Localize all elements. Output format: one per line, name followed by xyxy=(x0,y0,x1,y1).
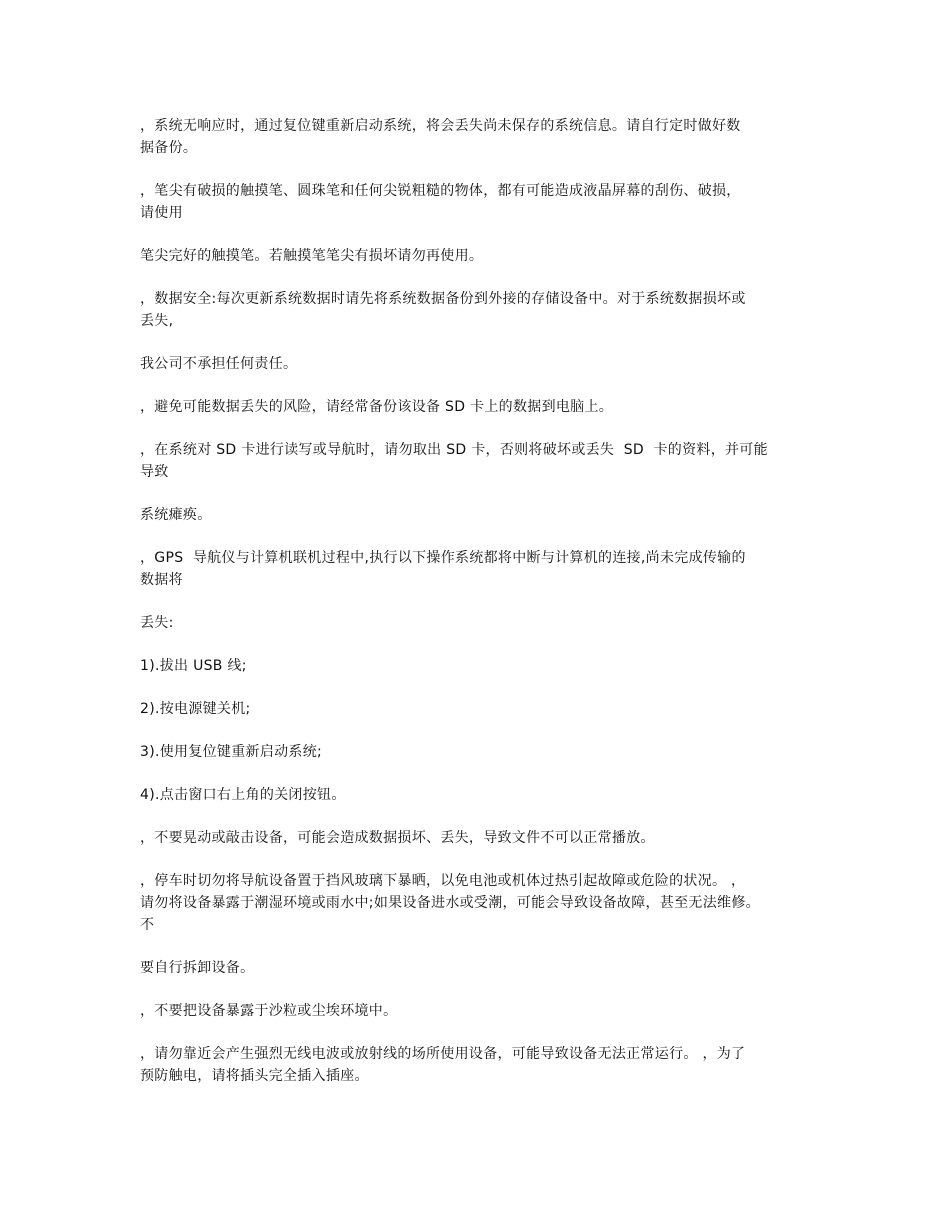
paragraph: ，请勿靠近会产生强烈无线电波或放射线的场所使用设备，可能导致设备无法正常运行。 ，为了 预防触电，请将插头完全插入插座。 xyxy=(140,1046,746,1084)
paragraph: ，不要把设备暴露于沙粒或尘埃环境中。 xyxy=(140,1003,398,1019)
paragraph: ，不要晃动或敲击设备，可能会造成数据损坏、丢失，导致文件不可以正常播放。 xyxy=(140,830,655,846)
paragraph: ，停车时切勿将导航设备置于挡风玻璃下暴晒，以免电池或机体过热引起故障或危险的状况。 ， 请勿将设备暴露于潮湿环境或雨水中;如果设备进水或受潮，可能会导致设备故障，甚至无法维修。 不 xyxy=(140,873,760,933)
paragraph: ，笔尖有破损的触摸笔、圆珠笔和任何尖锐粗糙的物体，都有可能造成液晶屏幕的刮伤、破损， 请使用 xyxy=(140,183,741,221)
list-item: 1).拔出 USB 线; xyxy=(140,658,247,674)
paragraph: ，避免可能数据丢失的风险，请经常备份该设备 SD 卡上的数据到电脑上。 xyxy=(140,399,614,415)
paragraph: 丢失: xyxy=(140,615,174,631)
paragraph: 系统瘫痪。 xyxy=(140,507,212,523)
paragraph: ，数据安全:每次更新系统数据时请先将系统数据备份到外接的存储设备中。对于系统数据损坏或 丢失, xyxy=(140,291,746,329)
document-page xyxy=(140,115,820,1108)
paragraph: 我公司不承担任何责任。 xyxy=(140,356,298,372)
paragraph: ，在系统对 SD 卡进行读写或导航时，请勿取出 SD 卡，否则将破坏或丢失 SD 卡的资料，并可能 导致 xyxy=(140,442,768,480)
list-item: 4).点击窗口右上角的关闭按钮。 xyxy=(140,787,346,803)
paragraph: 要自行拆卸设备。 xyxy=(140,960,255,976)
paragraph: ，GPS 导航仪与计算机联机过程中,执行以下操作系统都将中断与计算机的连接,尚未完成传输的 数据将 xyxy=(140,550,746,588)
paragraph: ，系统无响应时，通过复位键重新启动系统，将会丢失尚未保存的系统信息。请自行定时做好数 据备份。 xyxy=(140,118,741,156)
list-item: 3).使用复位键重新启动系统; xyxy=(140,744,323,760)
paragraph: 笔尖完好的触摸笔。若触摸笔笔尖有损坏请勿再使用。 xyxy=(140,248,484,264)
list-item: 2).按电源键关机; xyxy=(140,701,251,717)
